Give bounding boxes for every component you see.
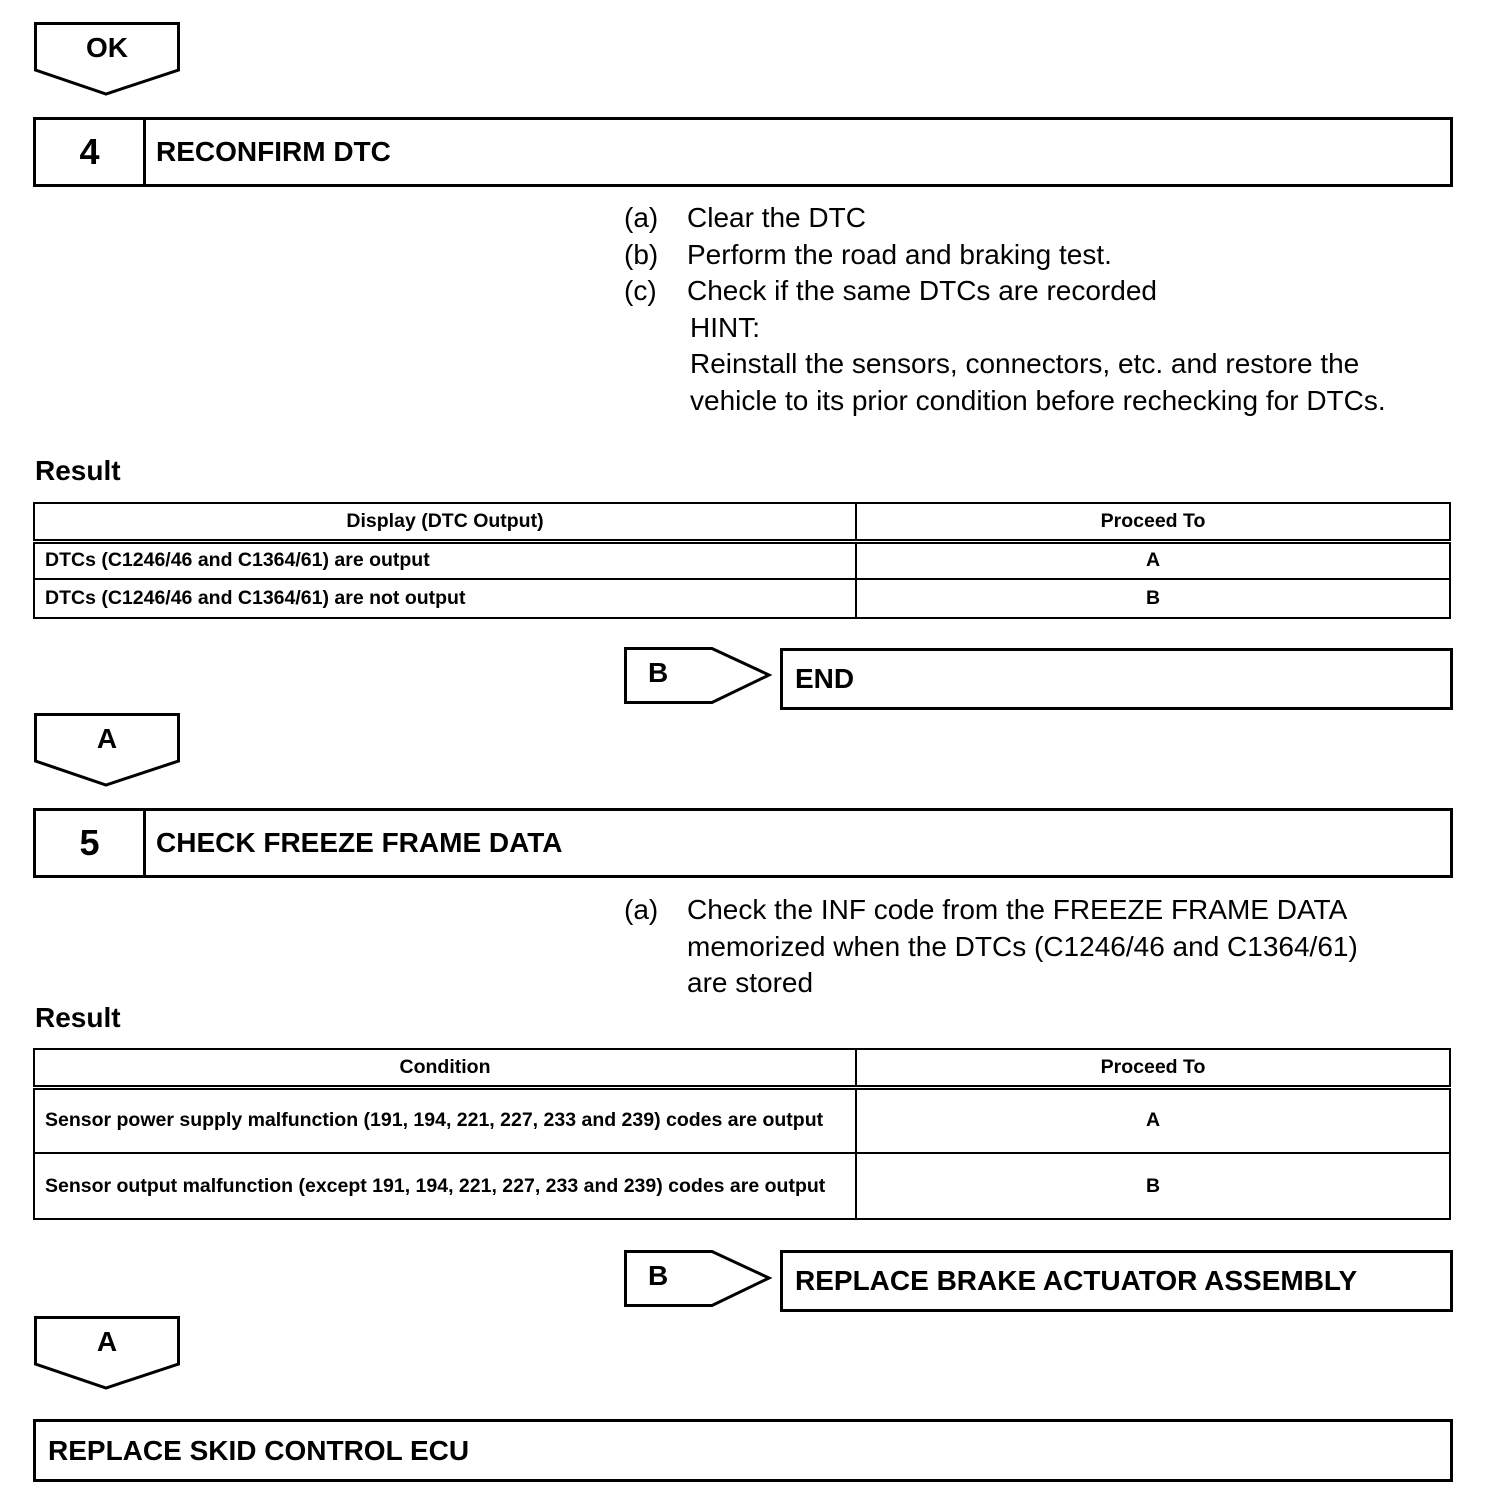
table-cell: Sensor power supply malfunction (191, 194, 221, 227, 233 and 239) codes are output <box>34 1087 856 1153</box>
table-header-row <box>34 1049 1450 1087</box>
step-5-number: 5 <box>36 811 146 875</box>
table-header-cell: Proceed To <box>856 1049 1450 1087</box>
instruction-item <box>624 237 1386 274</box>
step-5-result-label: Result <box>35 1002 121 1033</box>
instruction-continuation <box>624 965 1358 1002</box>
step-4-number: 4 <box>36 120 146 184</box>
instruction-text: Check if the same DTCs are recorded <box>687 275 1157 306</box>
a-flow-arrow <box>34 713 180 787</box>
instruction-text: Check the INF code from the FREEZE FRAME DATA <box>687 894 1348 925</box>
instruction-mark: (c) <box>624 275 657 306</box>
step-5-result-table <box>33 1048 1451 1220</box>
table-header-cell: Display (DTC Output) <box>34 503 856 541</box>
branch-b-label: B <box>648 1260 669 1291</box>
step-4-title: RECONFIRM DTC <box>156 136 391 167</box>
instruction-mark: (a) <box>624 202 659 233</box>
step-4-instructions <box>624 200 1386 419</box>
step-4-branch-b-arrow <box>624 647 772 705</box>
table-cell: A <box>856 541 1450 579</box>
a-flow-label: A <box>96 723 118 754</box>
step-4-header <box>33 117 1453 187</box>
table-row <box>34 1153 1450 1219</box>
step-5-branch-target: REPLACE BRAKE ACTUATOR ASSEMBLY <box>780 1250 1453 1312</box>
table-header-cell: Condition <box>34 1049 856 1087</box>
step-5-title: CHECK FREEZE FRAME DATA <box>156 827 563 858</box>
ok-flow-label: OK <box>86 32 128 63</box>
table-cell: DTCs (C1246/46 and C1364/61) are output <box>34 541 856 579</box>
instruction-text: are stored <box>687 967 814 998</box>
table-cell: Sensor output malfunction (except 191, 194, 221, 227, 233 and 239) codes are output <box>34 1153 856 1219</box>
instruction-text: Clear the DTC <box>687 202 866 233</box>
a-flow-label: A <box>96 1326 118 1357</box>
table-cell: DTCs (C1246/46 and C1364/61) are not output <box>34 579 856 618</box>
hint-text-line: Reinstall the sensors, connectors, etc. and restore the <box>690 348 1360 379</box>
step-4-result-table <box>33 502 1451 619</box>
instruction-continuation <box>624 929 1358 966</box>
table-row <box>34 541 1450 579</box>
final-action-box: REPLACE SKID CONTROL ECU <box>33 1419 1453 1482</box>
table-cell: A <box>856 1087 1450 1153</box>
instruction-item <box>624 273 1386 310</box>
table-header-row <box>34 503 1450 541</box>
step-5-branch-b-arrow <box>624 1250 772 1308</box>
instruction-item <box>624 200 1386 237</box>
step-4-branch-target: END <box>780 648 1453 710</box>
ok-flow-arrow <box>34 22 180 96</box>
instruction-mark: (b) <box>624 238 659 270</box>
instruction-text: memorized when the DTCs (C1246/46 and C1364/61) <box>687 930 1358 962</box>
instruction-text: Perform the road and braking test. <box>687 238 1112 270</box>
instruction-mark: (a) <box>624 894 659 925</box>
table-cell: B <box>856 1153 1450 1219</box>
table-row <box>34 1087 1450 1153</box>
step-5-header <box>33 808 1453 878</box>
step-5-instructions <box>624 892 1358 1002</box>
table-row <box>34 579 1450 618</box>
hint-label: HINT: <box>690 311 760 343</box>
table-header-cell: Proceed To <box>856 503 1450 541</box>
instruction-item <box>624 892 1358 929</box>
a-flow-arrow <box>34 1316 180 1390</box>
branch-b-label: B <box>648 657 669 688</box>
hint-text-line: vehicle to its prior condition before rechecking for DTCs. <box>690 384 1386 416</box>
table-cell: B <box>856 579 1450 618</box>
step-4-result-label: Result <box>35 455 121 486</box>
